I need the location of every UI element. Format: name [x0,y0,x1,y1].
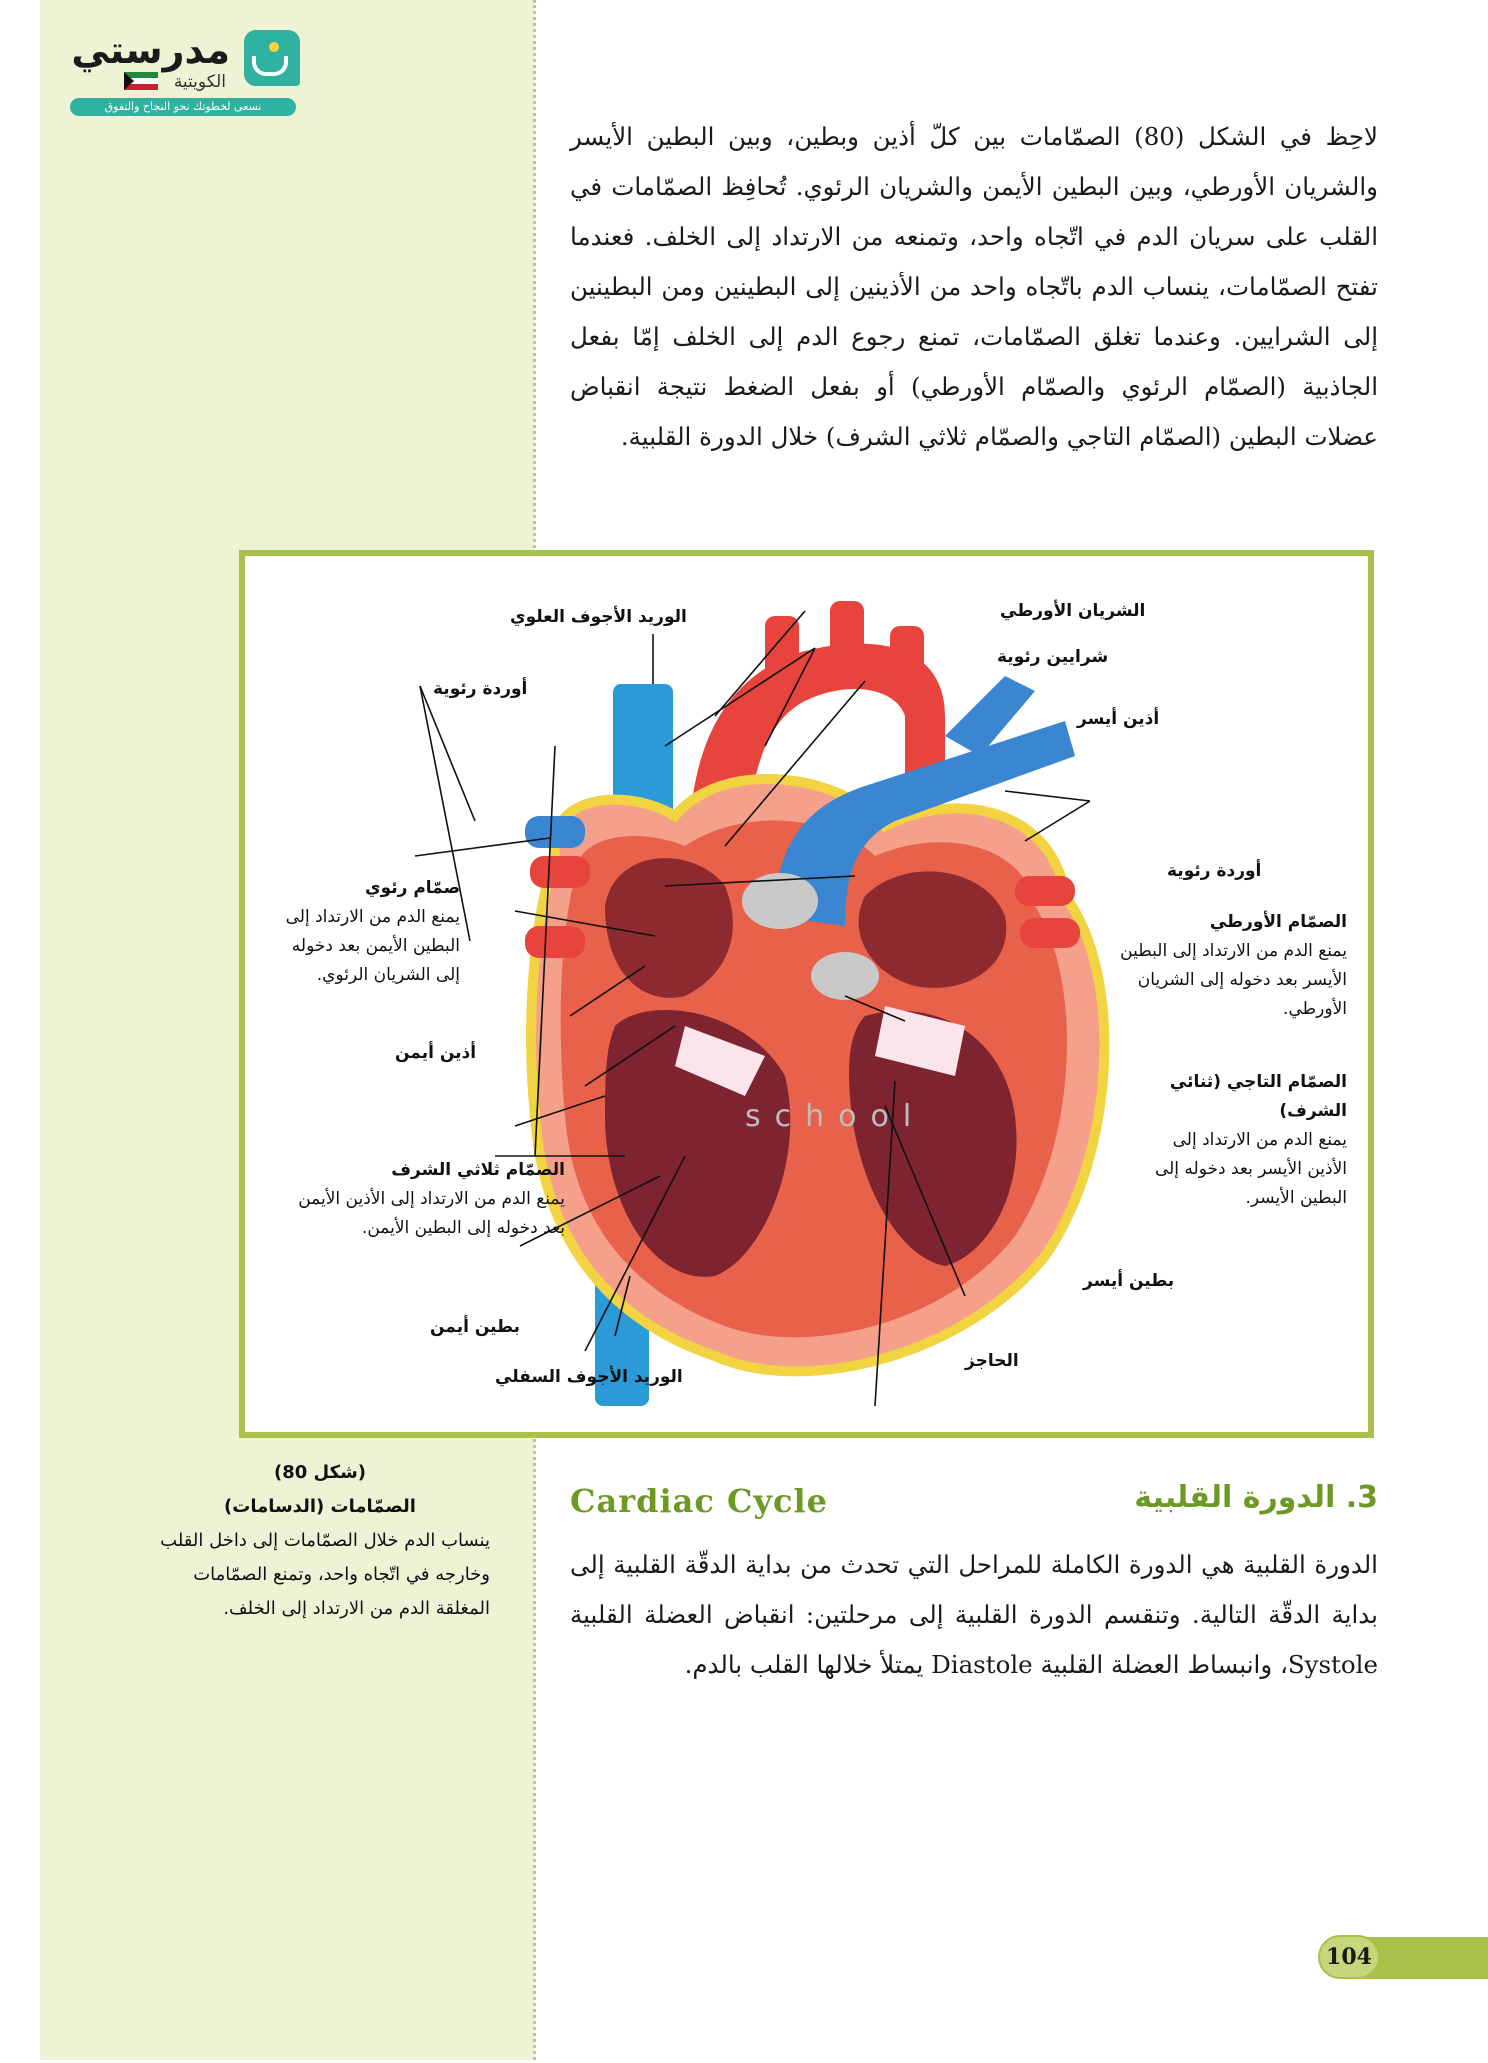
logo-dot [269,42,279,52]
label-right-ventricle: بطين أيمن [430,1317,521,1337]
pulmonary-valve-line-3: إلى الشريان الرئوي. [316,965,460,985]
site-logo[interactable] [70,28,300,118]
aortic-valve-line-3: الأورطي. [1283,999,1347,1019]
mitral-valve-note [1097,1068,1347,1213]
label-left-ventricle: بطين أيسر [1083,1271,1175,1291]
aortic-valve-shape [811,952,879,1000]
label-right-atrium: أذين أيمن [395,1043,477,1063]
aortic-valve-line-1: يمنع الدم من الارتداد إلى البطين [1120,941,1347,961]
logo-tagline: نسعى لخطوتك نحو النجاح والتفوق [70,98,296,116]
section-heading [570,1480,1378,1532]
mitral-valve-line-1: يمنع الدم من الارتداد إلى [1172,1130,1347,1150]
pulmonary-valve-note [260,874,460,990]
pulmonary-valve-line-1: يمنع الدم من الارتداد إلى [285,907,460,927]
kuwait-flag-icon [124,72,158,90]
logo-title: مدرستي [71,28,230,72]
page-number: 104 [1318,1935,1380,1979]
heart-figure [239,550,1374,1438]
label-pulmonary-veins-left: أوردة رئوية [433,679,528,699]
caption-text: ينساب الدم خلال الصمّامات إلى داخل القلب وخارجه في اتّجاه واحد، وتمنع الصمّامات المغلقة الدم من الارتداد إلى الخلف. [160,1530,490,1619]
label-pulmonary-veins-right: أوردة رئوية [1167,861,1262,881]
pulmonary-valve-line-2: البطين الأيمن بعد دخوله [291,936,460,956]
tricuspid-valve-line-2: بعد دخوله إلى البطين الأيمن. [361,1218,565,1238]
label-svc: الوريد الأجوف العلوي [510,607,687,627]
label-septum: الحاجز [965,1351,1019,1371]
aortic-valve-title: الصمّام الأورطي [1209,912,1347,932]
cardiac-cycle-paragraph: الدورة القلبية هي الدورة الكاملة للمراحل التي تحدث من بداية الدقّة القلبية إلى بداية الدقّة التالية. وتنقسم الدورة القلبية إلى مرحلتين: انقباض العضلة القلبية Systole، وانبساط العضلة القلبية Diastole يمتلأ خلالها القلب بالدم. [570,1550,1378,1679]
intro-paragraph: لاحِظ في الشكل (80) الصمّامات بين كلّ أذين وبطين، وبين البطين الأيسر والشريان الأورطي، وبين البطين الأيمن والشريان الرئوي. تُحافِظ الصمّامات في القلب على سريان الدم في اتّجاه واحد، وتمنعه من الارتداد إلى الخلف. فعندما تفتح الصمّامات، ينساب الدم باتّجاه واحد من الأذينين إلى البطينين ومن البطينين إلى الشرايين. وعندما تغلق الصمّامات، تمنع رجوع الدم إلى الخلف إمّا بفعل الجاذبية (الصمّام الرئوي والصمّام الأورطي) أو بفعل الضغط نتيجة انقباض عضلات البطين (الصمّام التاجي والصمّام ثلاثي الشرف) خلال الدورة القلبية. [570,122,1379,451]
tricuspid-valve-title: الصمّام ثلاثي الشرف [391,1160,565,1180]
label-ivc: الوريد الأجوف السفلي [495,1367,683,1387]
mitral-valve-line-3: البطين الأيسر. [1245,1188,1347,1208]
caption-number: (شكل 80) [273,1462,367,1483]
aortic-valve-note [1097,908,1347,1024]
mitral-valve-line-2: الأذين الأيسر بعد دخوله إلى [1154,1159,1347,1179]
logo-smile [252,56,288,76]
figure-caption [150,1456,490,1626]
label-pulmonary-arteries: شرايين رئوية [997,647,1109,667]
watermark-text: school [745,1099,926,1134]
label-aorta: الشريان الأورطي [1000,601,1146,621]
label-left-atrium: أذين أيسر [1077,709,1160,729]
tricuspid-valve-line-1: يمنع الدم من الارتداد إلى الأذين الأيمن [298,1189,565,1209]
mitral-valve-title: الصمّام التاجي (ثنائي الشرف) [1169,1072,1347,1121]
pulmonary-valve-title: صمّام رئوي [365,878,460,898]
aortic-valve-line-2: الأيسر بعد دخوله إلى الشريان [1137,970,1347,990]
tricuspid-valve-note [245,1156,565,1243]
logo-subtitle: الكويتية [173,72,226,92]
section-title-arabic: 3. الدورة القلبية [1134,1480,1378,1515]
caption-title: الصمّامات (الدسامات) [224,1496,416,1517]
section-title-english: Cardiac Cycle [570,1482,829,1520]
logo-mark-icon [244,30,300,86]
